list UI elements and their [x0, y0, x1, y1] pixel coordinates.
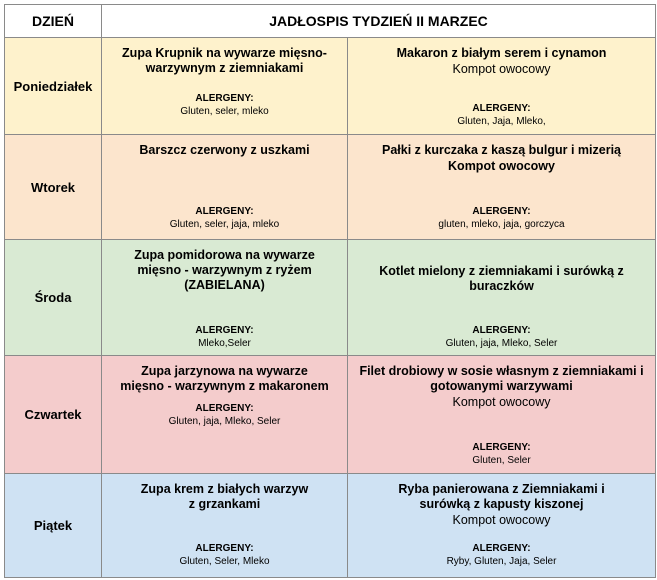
allergen-list: gluten, mleko, jaja, gorczyca	[438, 219, 565, 230]
allergen-block	[348, 206, 655, 231]
allergen-list: Mleko,Seler	[198, 338, 251, 349]
day-column-header: DZIEŃ	[5, 5, 102, 38]
main-cell	[348, 356, 656, 474]
menu-title: JADŁOSPIS TYDZIEŃ II MARZEC	[102, 5, 656, 38]
main-dish-name: Pałki z kurczaka z kaszą bulgur i mizerią	[382, 143, 621, 157]
allergen-heading: ALERGENY:	[195, 543, 254, 554]
drink-name: Kompot owocowy	[452, 513, 551, 527]
main-dish-name: Makaron z białym serem i cynamon	[396, 46, 607, 60]
soup-cell	[102, 356, 348, 474]
allergen-heading: ALERGENY:	[472, 206, 531, 217]
drink-name: Kompot owocowy	[448, 159, 555, 173]
main-cell	[348, 240, 656, 356]
allergen-list: Gluten, Seler	[472, 455, 531, 466]
day-row-thursday	[5, 356, 656, 474]
allergen-heading: ALERGENY:	[195, 206, 254, 217]
drink-name: Kompot owocowy	[452, 62, 551, 76]
day-label: Wtorek	[5, 135, 102, 240]
day-label: Środa	[5, 240, 102, 356]
main-cell	[348, 474, 656, 578]
allergen-block	[102, 93, 347, 118]
drink-name: Kompot owocowy	[452, 395, 551, 409]
day-row-tuesday	[5, 135, 656, 240]
allergen-block	[102, 325, 347, 350]
header-row	[5, 5, 656, 38]
allergen-block	[348, 442, 655, 467]
day-row-friday	[5, 474, 656, 578]
day-row-wednesday	[5, 240, 656, 356]
allergen-block	[348, 103, 655, 128]
allergen-block	[102, 403, 347, 428]
day-label: Piątek	[5, 474, 102, 578]
main-dish-name: Ryba panierowana z Ziemniakami i surówką z kapusty kiszonej	[398, 482, 605, 511]
menu-table	[4, 4, 656, 578]
allergen-list: Gluten, seler, mleko	[180, 106, 269, 117]
allergen-heading: ALERGENY:	[195, 93, 254, 104]
allergen-list: Ryby, Gluten, Jaja, Seler	[446, 556, 557, 567]
allergen-block	[348, 325, 655, 350]
soup-name: Zupa krem z białych warzyw z grzankami	[140, 482, 309, 511]
soup-cell	[102, 135, 348, 240]
allergen-heading: ALERGENY:	[472, 325, 531, 336]
day-row-monday	[5, 38, 656, 135]
main-dish-name: Filet drobiowy w sosie własnym z ziemniakami i gotowanymi warzywami	[359, 364, 644, 393]
allergen-list: Gluten, jaja, Mleko, Seler	[445, 338, 558, 349]
soup-cell	[102, 240, 348, 356]
allergen-block	[348, 543, 655, 568]
soup-cell	[102, 38, 348, 135]
allergen-heading: ALERGENY:	[472, 543, 531, 554]
allergen-block	[102, 206, 347, 231]
soup-cell	[102, 474, 348, 578]
allergen-list: Gluten, jaja, Mleko, Seler	[168, 416, 281, 427]
day-label: Poniedziałek	[5, 38, 102, 135]
soup-name: Zupa pomidorowa na wywarze mięsno - warzywnym z ryżem (ZABIELANA)	[134, 248, 315, 292]
allergen-list: Gluten, Jaja, Mleko,	[457, 116, 546, 127]
allergen-block	[102, 543, 347, 568]
allergen-heading: ALERGENY:	[472, 103, 531, 114]
day-label: Czwartek	[5, 356, 102, 474]
main-cell	[348, 38, 656, 135]
allergen-heading: ALERGENY:	[195, 325, 254, 336]
allergen-heading: ALERGENY:	[195, 403, 254, 414]
soup-name: Zupa jarzynowa na wywarze mięsno - warzywnym z makaronem	[120, 364, 329, 393]
allergen-list: Gluten, seler, jaja, mleko	[169, 219, 280, 230]
soup-name: Barszcz czerwony z uszkami	[139, 143, 310, 157]
main-dish-name: Kotlet mielony z ziemniakami i surówką z buraczków	[379, 264, 624, 293]
main-cell	[348, 135, 656, 240]
soup-name: Zupa Krupnik na wywarze mięsno-warzywnym z ziemniakami	[122, 46, 327, 75]
allergen-list: Gluten, Seler, Mleko	[179, 556, 270, 567]
allergen-heading: ALERGENY:	[472, 442, 531, 453]
